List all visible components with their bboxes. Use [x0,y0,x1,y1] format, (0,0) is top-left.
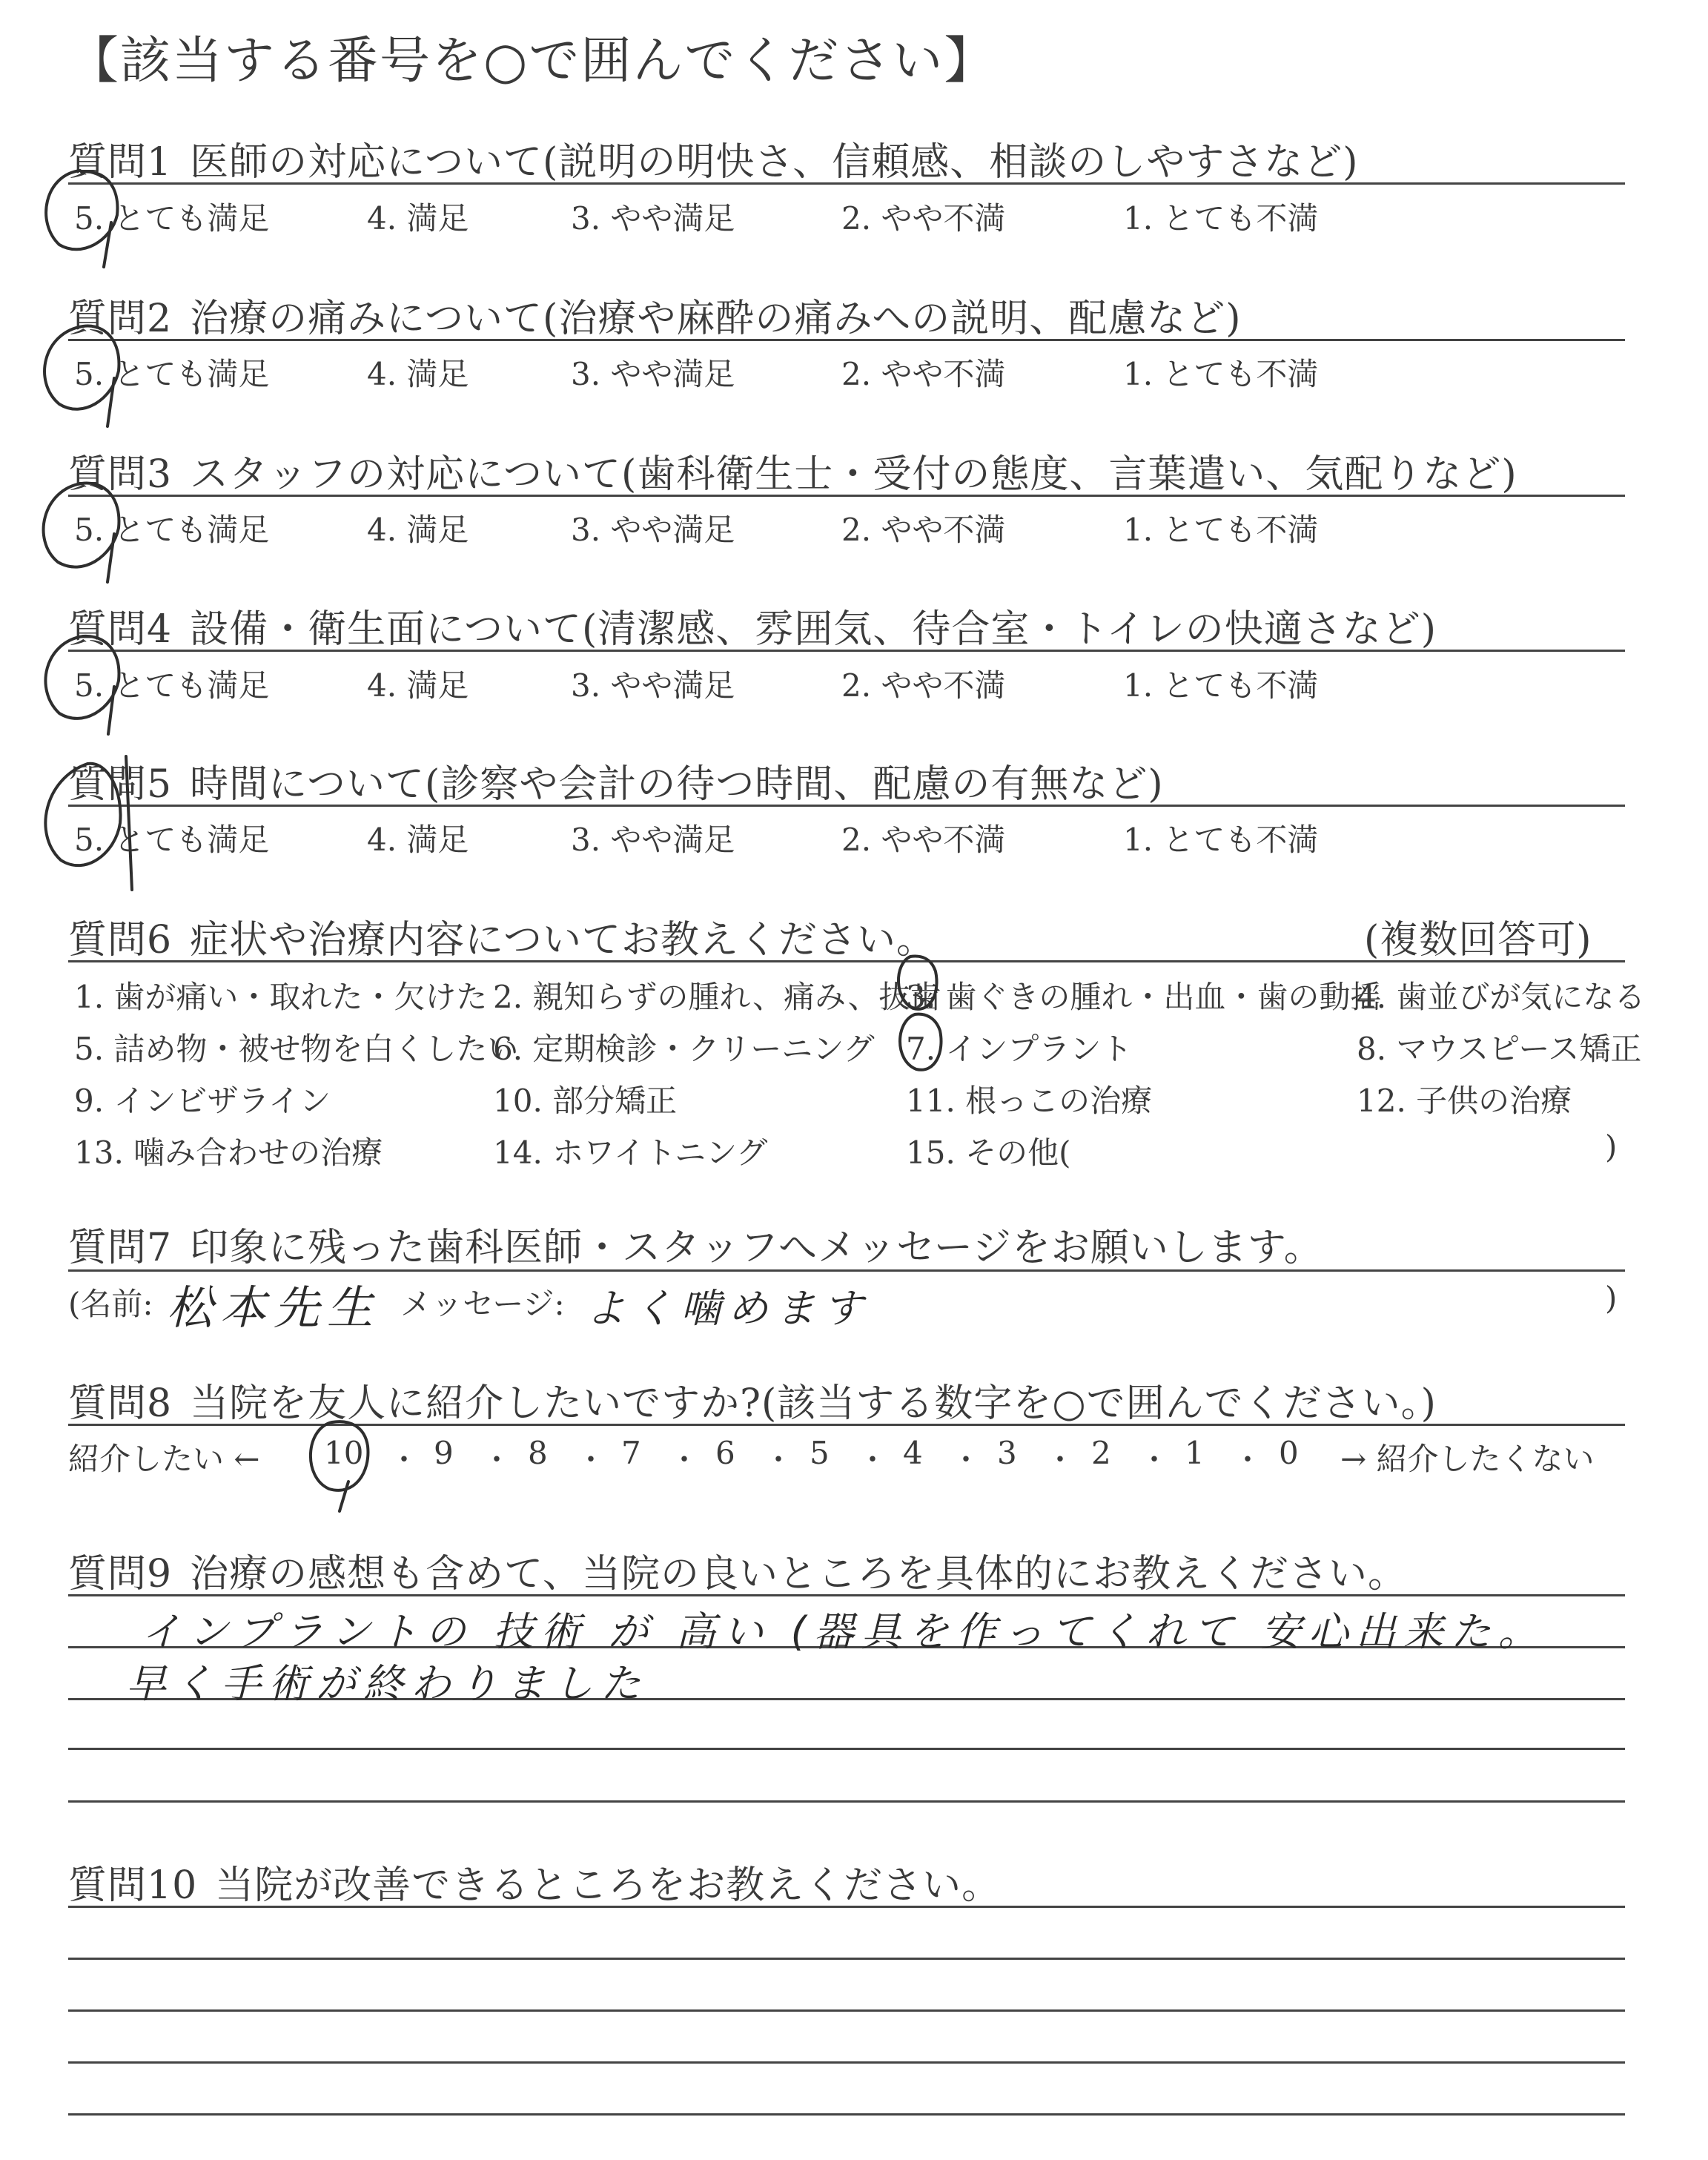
q5-option-5[interactable]: 5. とても満足 [74,822,270,858]
q3-selection-circle [44,483,119,582]
scale-9[interactable]: 9 [434,1435,454,1471]
question-label: 質問3 [68,452,173,497]
q1-option-3[interactable]: 3. やや満足 [571,200,735,237]
q5-option-2[interactable]: 2. やや不満 [841,822,1006,858]
q2-option-1[interactable]: 1. とても不満 [1123,356,1319,392]
q6-option-11[interactable]: 11. 根っこの治療 [906,1083,1153,1119]
q3-option-5[interactable]: 5. とても満足 [74,512,270,548]
multiple-answers-note: (複数回答可) [1364,918,1592,962]
scale-separator: ・ [389,1443,419,1477]
q6-option-1[interactable]: 1. 歯が痛い・取れた・欠けた [74,979,488,1015]
message-close-paren: ) [1605,1280,1618,1316]
question-label: 質問5 [68,762,173,807]
question-label: 質問9 [68,1552,173,1596]
form-header: 【該当する番号を○で囲んでください】 [68,32,996,90]
q6-option-7-circle [900,1014,941,1070]
scale-separator: ・ [669,1443,699,1477]
question-text: 治療の痛みについて(治療や麻酔の痛みへの説明、配慮など) [190,297,1242,341]
q4-option-2[interactable]: 2. やや不満 [841,667,1006,704]
question-text: スタッフの対応について(歯科衛生士・受付の態度、言葉遣い、気配りなど) [190,452,1517,497]
scale-separator: ・ [576,1443,606,1477]
q6-option-5[interactable]: 5. 詰め物・被せ物を白くしたい [74,1031,519,1067]
q6-option-12[interactable]: 12. 子供の治療 [1357,1083,1572,1119]
q1-selection-circle [46,171,117,267]
name-label: (名前: [68,1286,153,1322]
q6-option-9[interactable]: 9. インビザライン [74,1083,331,1119]
q4-selection-circle [45,636,119,734]
q9-answer-line-1[interactable]: インプラントの 技術 が 高い (器具を作ってくれて 安心出来た。 [141,1608,1546,1655]
q2-option-2[interactable]: 2. やや不満 [841,356,1006,392]
question-text: 当院を友人に紹介したいですか?(該当する数字を○で囲んでください。) [190,1381,1437,1426]
q4-option-3[interactable]: 3. やや満足 [571,667,735,704]
q3-option-4[interactable]: 4. 満足 [367,512,469,548]
scale-5[interactable]: 5 [810,1435,830,1471]
scale-6[interactable]: 6 [715,1435,735,1471]
scale-7[interactable]: 7 [621,1435,641,1471]
q6-option-13[interactable]: 13. 噛み合わせの治療 [74,1135,383,1171]
q2-option-4[interactable]: 4. 満足 [367,356,469,392]
scale-separator: ・ [1233,1443,1262,1477]
q5-option-4[interactable]: 4. 満足 [367,822,469,858]
scale-8[interactable]: 8 [528,1435,548,1471]
q8-selection-circle [311,1421,368,1511]
scale-separator: ・ [482,1443,512,1477]
question-label: 質問6 [68,918,173,962]
q9-answer-line-2[interactable]: 早く手術が終わりました [126,1660,648,1707]
q3-option-1[interactable]: 1. とても不満 [1123,512,1319,548]
q4-option-1[interactable]: 1. とても不満 [1123,667,1319,704]
question-text: 治療の感想も含めて、当院の良いところを具体的にお教えください。 [190,1552,1408,1596]
scale-separator: ・ [764,1443,793,1477]
q3-option-3[interactable]: 3. やや満足 [571,512,735,548]
q4-option-4[interactable]: 4. 満足 [367,667,469,704]
question-label: 質問1 [68,140,173,185]
q2-option-3[interactable]: 3. やや満足 [571,356,735,392]
q6-option-2[interactable]: 2. 親知らずの腫れ、痛み、抜歯 [493,979,941,1015]
scale-10[interactable]: 10 [324,1435,364,1471]
q6-other-close-paren: ) [1605,1129,1618,1165]
q3-option-2[interactable]: 2. やや不満 [841,512,1006,548]
recommend-right-label: → 紹介したくない [1340,1441,1595,1477]
q1-option-1[interactable]: 1. とても不満 [1123,200,1319,237]
question-label: 質問10 [68,1863,198,1908]
q2-selection-circle [44,326,119,426]
scale-3[interactable]: 3 [997,1435,1017,1471]
q6-option-4[interactable]: 4. 歯並びが気になる [1357,979,1646,1015]
message-field[interactable]: よく噛めます [586,1285,870,1332]
q6-option-10[interactable]: 10. 部分矯正 [493,1083,678,1119]
scale-1[interactable]: 1 [1185,1435,1205,1471]
question-text: 印象に残った歯科医師・スタッフへメッセージをお願いします。 [190,1226,1323,1270]
q4-option-5[interactable]: 5. とても満足 [74,667,270,704]
scale-2[interactable]: 2 [1091,1435,1111,1471]
q6-option-3[interactable]: 3. 歯ぐきの腫れ・出血・歯の動揺 [906,979,1382,1015]
question-text: 当院が改善できるところをお教えください。 [215,1863,1002,1908]
scale-4[interactable]: 4 [903,1435,923,1471]
question-text: 症状や治療内容についてお教えください。 [190,918,936,962]
q6-option-14[interactable]: 14. ホワイトニング [493,1135,768,1171]
q5-selection-circle [45,756,132,890]
scale-separator: ・ [1139,1443,1169,1477]
question-text: 時間について(診察や会計の待つ時間、配慮の有無など) [190,762,1164,807]
q6-option-8[interactable]: 8. マウスピース矯正 [1357,1031,1642,1067]
q1-option-4[interactable]: 4. 満足 [367,200,469,237]
question-text: 医師の対応について(説明の明快さ、信頼感、相談のしやすさなど) [190,140,1359,185]
q6-option-7[interactable]: 7. インプラント [906,1031,1133,1067]
question-text: 設備・衛生面について(清潔感、雰囲気、待合室・トイレの快適さなど) [190,607,1437,652]
q5-option-3[interactable]: 3. やや満足 [571,822,735,858]
scale-separator: ・ [858,1443,887,1477]
scale-separator: ・ [951,1443,981,1477]
q2-option-5[interactable]: 5. とても満足 [74,356,270,392]
question-label: 質問7 [68,1226,173,1270]
q6-option-6[interactable]: 6. 定期検診・クリーニング [493,1031,875,1067]
question-label: 質問2 [68,297,173,341]
question-label: 質問8 [68,1381,173,1426]
q1-option-5[interactable]: 5. とても満足 [74,200,270,237]
scale-0[interactable]: 0 [1279,1435,1299,1471]
recommend-left-label: 紹介したい ← [68,1441,260,1477]
name-field[interactable]: 松本先生 [167,1281,381,1335]
q6-option-3-circle [898,957,937,1009]
scale-separator: ・ [1045,1443,1075,1477]
q5-option-1[interactable]: 1. とても不満 [1123,822,1319,858]
message-label: メッセージ: [400,1286,565,1322]
q1-option-2[interactable]: 2. やや不満 [841,200,1006,237]
question-label: 質問4 [68,607,173,652]
q6-option-15[interactable]: 15. その他( [906,1135,1071,1171]
